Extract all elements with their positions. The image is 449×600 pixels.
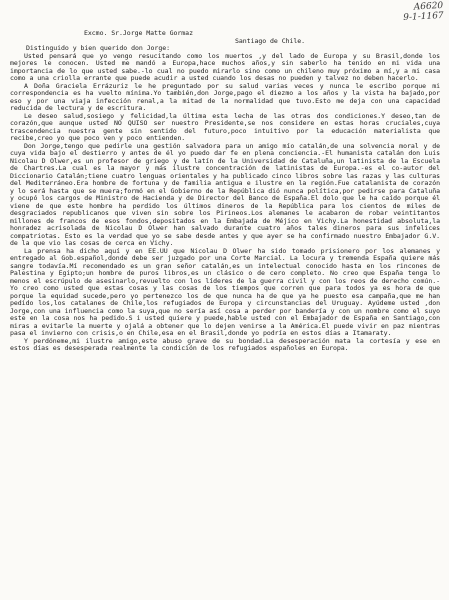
paragraph-4: Don Jorge,tengo que pedirle una gestión salvadora para un amigo mío catalán,de una solvencia moral y de cuya vida bajo el destierro y antes de él yo puedo dar fe en plena conciencia.-El humanista catalán don Luis Nicolau D Olwer,es un profesor de griego y de latín de la Universidad de Cataluña,un latinista de la Escuela de Chartres.La cual es la mayor y más ilustre concentración de latinistas de Europa.-es el co-autor del Diccionario Catalán;tiene cuatro lenguas orientales y ha publicado cinco libros sobre las razas y las culturas del Mediterráneo.Era hombre de fortuna y de familia antigua e ilustre en la región.Fue catalanista de corazón y lo será hasta que se muera;formó en el Gobierno de la República dió nunca política,por pedirse para Cataluña y ocupó los cargos de Ministro de Hacienda y de Director del Banco de España.El dolo que le ha caído porque él viene de que este hombre ha perdido los últimos dineros de la República para los cientos de miles de desgraciados republicanos que viven sin sobre los Pirineos.Los alemanes le acabaron de robar veintitantos millones de francos de esos fondos,depositados en la Embajada de Méjico en Vichy.La honestidad absoluta,la honradez acrisolada de Nicolau D Olwer han salvado durante cuatro años tales dineros para sus infelices compatriotas. Esto es la verdad que yo se sabe desde antes y que ayer se ha confirmado nuestro Embajador G.V. de la que vio las cosas de cerca en Vichy. (10, 141, 440, 247)
paragraph-1: Usted pensará que yo vengo resucitando como los muertos ,y del lado de Europa y su Brasil,donde los mejores le conocen. Usted me mandó a Europa,hace muchos años,y sin saberlo ha tenido en mi vida una importancia de lo que usted sabe.-lo cual no puedo mirarlo sino como un chileno muy próximo a mí,y a mi casa como a una criolla errante que puede acudir a usted cuando los desas no pueden y talvez no deben hacerlo. (10, 51, 440, 82)
paragraph-5: La prensa ha dicho aquí y en EE.UU que Nicolau D Olwer ha sido tomado prisionero por los alemanes y entregado al Gob.español,donde debe ser juzgado por una Corte Marcial. La locura y tremenda España quiere más sangre todavía.Mí recomendado es un gran señor catalán,es un intelectual conocido hasta en los rincones de Palestina y Egipto;un hombre de puros libros,es un clásico o de cero completo. No creo que España tenga lo menos el escrúpulo de asesinarlo,revuelto con los líderes de la guerra civil y con los reos de derecho común.-Yo creo como usted que estas cosas y las cosas de los tiempos que corren que para todos ya es hora de que porque la equidad sucede,pero yo pertenezco los de que nunca ha de que ya he puesto esa campaña,que me han pedido los,los catalanes de Chile,los refugiados de Europa y circunstancias del Uruguay. Ayúdeme usted ,don Jorge,con una influencia como la suya,que no sería así cosa a perder por bandería y con un nombre como el suyo este en la cosa nos ha pedido.S i usted quiere y puede,hable usted con el Embajador de España en Santiago,con miras a evitarle la muerte y ojalá a obtener que lo dejen venirse a la América.El puede vivir en paz mientras pasa el invierno con crisis,o en Chile,esa en el Brasil,donde yo podría en estos días a Itamaraty. (10, 246, 440, 337)
letter-body (10, 30, 440, 353)
paragraph-2: A Doña Graciela Errázuriz le he preguntado por su salud varias veces y nunca le escribo porque mi correspondencia es ha vuelto mínima.Yo también,don Jorge,pago el diezmo a los años y la vista ha bajado,por eso y por una viaja infección renal,a la mitad de la normalidad que tuvo.Esto me deja con una capacidad reducida de lectura y de escritura. (10, 81, 440, 112)
paragraph-6: Y perdóneme,mi ilustre amigo,este abuso grave de su bondad.La desesperación mata la cortesía y ese en estos días es desesperada realmente la condición de los refugiados españoles en Europa. (10, 336, 440, 352)
archive-code: A6620 (413, 0, 443, 13)
paragraph-3: Le deseo salud,sosiego y felicidad,la última esta lecha de las otras dos condiciones.Y deseo,tan de corazón,que aunque usted NO QUISO ser nuestro Presidente,se nos considere en estas horas cruciales,cuya trascendencia nuestra gente sin sentido del futuro,poco intuitivo por la educación materialista que recibe,creo yo que poco ven y poco entienden. (10, 111, 440, 142)
archive-annotation (402, 1, 443, 23)
salutation: Distinguido y bien querido don Jorge: (26, 44, 170, 52)
place-line: Santiago de Chile. (235, 36, 306, 45)
archive-date: 9-1-1167 (402, 10, 444, 24)
addressee: Excmo. Sr.Jorge Matte Gormaz (84, 29, 193, 37)
